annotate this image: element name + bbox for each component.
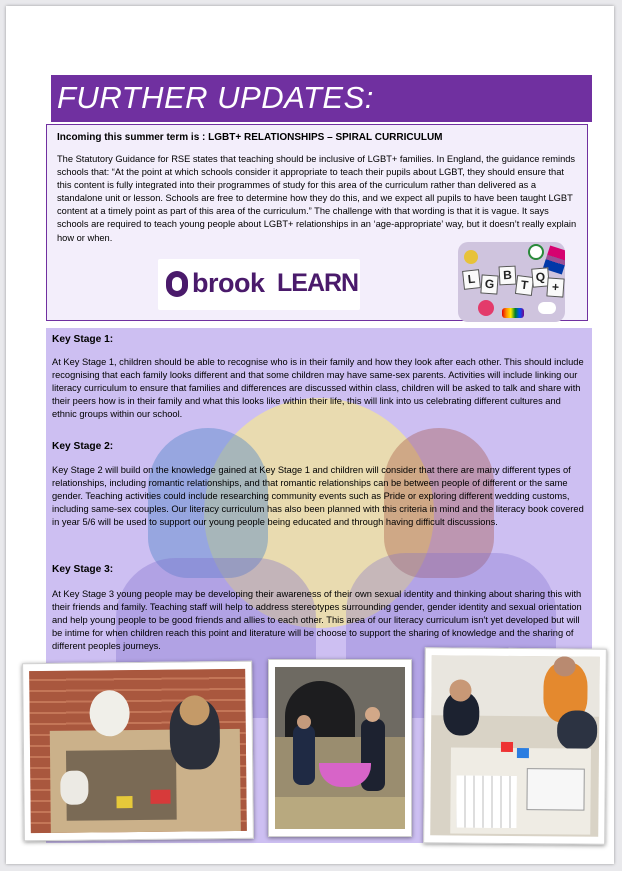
photo-classroom-activity: [423, 647, 607, 845]
letter-tile: Q: [531, 267, 550, 287]
sticker-icon: [538, 302, 556, 314]
key-stage-3-heading: Key Stage 3:: [52, 564, 114, 575]
key-stage-2-text: Key Stage 2 will build on the knowledge gained at Key Stage 1 and children will consider that there are many different types of relationships, including romantic relationships, and that romantic relationships can be between people of different or the same gender. Teaching activities could include researching community events such as Pride or exploring different wedding customs, including same-sex couples. Our literacy curriculum has also been planned with this criteria in mind and the literacy book covered in year 5/6 will be used to support our young people being educated and through having difficult discussions.: [52, 465, 584, 527]
sticker-icon: [464, 250, 478, 264]
photo-wheelbarrow: [268, 659, 412, 837]
brook-wordmark: brook: [192, 268, 265, 298]
sticker-icon: [528, 244, 544, 260]
letter-tile: G: [480, 274, 498, 294]
intro-text: The Statutory Guidance for RSE states that teaching should be inclusive of LGBT+ families. In England, the guidance reminds schools that: “At the point at which schools consider it appropriate to teach their pupils about LGBT, they should ensure that this content is fully integrated into their programmes of study for this area of the curriculum rather than delivered as a standalone unit or lesson. Schools are free to determine how they do this, and we expect all pupils to have been taught LGBT content at a timely point as part of this area of the curriculum.” The challenge with that wording is that it is vague. It says schools are required to teach young people about LGBT+ relationships in an ‘age-appropriate’ way, but it doesn’t really explain how or when.: [57, 154, 577, 243]
sticker-icon: [478, 300, 494, 316]
key-stage-2-heading: Key Stage 2:: [52, 441, 114, 452]
letter-tile: L: [462, 269, 481, 290]
brook-b-icon: [166, 271, 188, 297]
title-banner: [51, 75, 592, 122]
letter-tile: T: [515, 275, 534, 296]
rainbow-sticker-icon: [502, 308, 524, 318]
page-title: FURTHER UPDATES:: [57, 80, 374, 115]
key-stage-3-text: At Key Stage 3 young people may be developing their awareness of their own sexual identity and thinking about sharing this with their friends and family. Teaching staff will help to address stereotypes surrounding gender, gender identity and sexual orientation and help young people to be good friends and allies to each other. This area of our literacy curriculum isn’t yet developed but will be intime for when children reach this point and literature will be choose to support the sharing of knowledge and the sharing of different peoples journeys.: [52, 589, 582, 651]
key-stage-1-heading: Key Stage 1:: [52, 334, 114, 345]
brook-learn-logo: [158, 259, 360, 310]
letter-tile: B: [499, 266, 517, 286]
intro-heading: Incoming this summer term is : LGBT+ RELATIONSHIPS – SPIRAL CURRICULUM: [57, 132, 443, 143]
letter-tile: +: [546, 277, 564, 297]
photo-sand-play: [22, 661, 254, 841]
learn-wordmark: LEARN: [277, 269, 359, 297]
newsletter-page: [6, 6, 614, 864]
key-stage-1-text: At Key Stage 1, children should be able to recognise who is in their family and how they look after each other. This should include recognising that each family looks different and that some children may have same-sex parents. Activities will include linking our literacy curriculum to ensure that families and differences are discussed within class, children will be asked to talk and share with their peers how is in their family and what this looks like within their life, this will link into us celebrating different cultures and ethnic groups within our school.: [52, 357, 584, 419]
lgbtq-letter-tiles-image: [458, 242, 565, 322]
